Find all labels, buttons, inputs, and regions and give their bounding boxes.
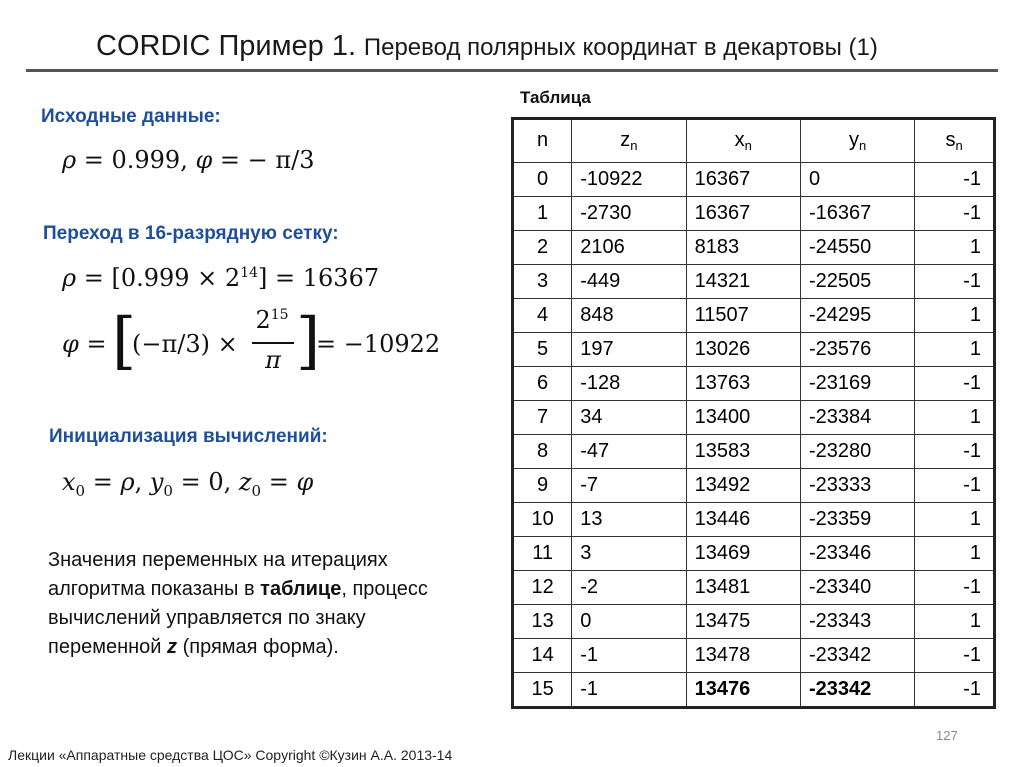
cell-s: 1 — [915, 537, 995, 571]
cell-y: -23359 — [800, 503, 914, 537]
cell-s: -1 — [915, 469, 995, 503]
cell-z: -1 — [572, 673, 686, 708]
cell-y: -16367 — [800, 197, 914, 231]
paragraph-text-3: (прямая форма). — [177, 636, 339, 658]
cell-n: 6 — [513, 367, 572, 401]
cell-s: -1 — [915, 367, 995, 401]
cell-y: -23342 — [800, 639, 914, 673]
cell-y: -23342 — [800, 673, 914, 708]
phi-value: − π/3 — [247, 146, 315, 174]
title-rest: Перевод полярных координат в декартовы (1) — [363, 34, 878, 61]
rho-result: = 16367 — [275, 264, 380, 292]
title-divider — [26, 69, 998, 72]
heading-grid-conversion: Переход в 16-разрядную сетку: — [43, 223, 339, 244]
paragraph-bold: таблице — [260, 578, 342, 600]
rho-mult: 0.999 × 2 — [120, 264, 241, 292]
cell-x: 13492 — [686, 469, 800, 503]
cell-n: 2 — [513, 231, 572, 265]
header-y: $y_n$ — [800, 119, 914, 163]
cell-x: 8183 — [686, 231, 800, 265]
paragraph-text-1: Значения переменных на итерациях алгоритма показаны в — [48, 549, 388, 600]
cell-z: 3 — [572, 537, 686, 571]
cell-s: -1 — [915, 265, 995, 299]
cell-n: 12 — [513, 571, 572, 605]
paragraph-text-2: , процесс вычислений управляется по знаку переменной — [48, 578, 428, 658]
cell-z: -7 — [572, 469, 686, 503]
cell-y: -23346 — [800, 537, 914, 571]
cell-z: 2106 — [572, 231, 686, 265]
paragraph-italic: z — [167, 636, 178, 658]
cell-y: -24550 — [800, 231, 914, 265]
cell-z: -449 — [572, 265, 686, 299]
cell-s: -1 — [915, 435, 995, 469]
cell-z: 34 — [572, 401, 686, 435]
cell-x: 16367 — [686, 197, 800, 231]
cell-z: -2 — [572, 571, 686, 605]
cell-x: 14321 — [686, 265, 800, 299]
heading-source-data: Исходные данные: — [41, 106, 221, 127]
table-row — [513, 197, 995, 231]
cell-s: 1 — [915, 401, 995, 435]
header-s: $s_n$ — [915, 119, 995, 163]
rho-exp: 14 — [240, 265, 259, 281]
cell-z: -1 — [572, 639, 686, 673]
cell-y: -22505 — [800, 265, 914, 299]
cell-z: -47 — [572, 435, 686, 469]
cell-z: 197 — [572, 333, 686, 367]
cell-y: -23343 — [800, 605, 914, 639]
table-row — [513, 367, 995, 401]
phi-den: π — [265, 346, 281, 374]
x0-sub: 0 — [75, 482, 86, 500]
cell-s: 1 — [915, 605, 995, 639]
cell-n: 1 — [513, 197, 572, 231]
cell-x: 13481 — [686, 571, 800, 605]
table-row — [513, 503, 995, 537]
table-row — [513, 231, 995, 265]
table-row — [513, 265, 995, 299]
cell-x: 11507 — [686, 299, 800, 333]
cell-s: 1 — [915, 231, 995, 265]
rho-symbol: ρ — [120, 468, 135, 496]
cell-y: -23384 — [800, 401, 914, 435]
cell-n: 11 — [513, 537, 572, 571]
y0-sub: 0 — [163, 482, 173, 500]
table-row — [513, 469, 995, 503]
table-row — [513, 639, 995, 673]
cell-x: 13400 — [686, 401, 800, 435]
table-header-row — [513, 119, 995, 163]
rho-value: 0.999 — [111, 146, 181, 174]
cell-x: 13476 — [686, 673, 800, 708]
cell-y: -23340 — [800, 571, 914, 605]
explanation-paragraph — [48, 546, 478, 662]
cell-n: 8 — [513, 435, 572, 469]
heading-initialization: Инициализация вычислений: — [49, 426, 328, 447]
cell-x: 13583 — [686, 435, 800, 469]
table-row — [513, 571, 995, 605]
page-number: 127 — [936, 728, 958, 743]
cell-s: -1 — [915, 571, 995, 605]
z0: z — [238, 468, 252, 496]
cell-n: 4 — [513, 299, 572, 333]
table-label: Таблица — [520, 88, 591, 107]
cell-n: 0 — [513, 163, 572, 197]
header-x: $x_n$ — [686, 119, 800, 163]
phi-result: = −10922 — [316, 330, 441, 358]
zero-value: 0 — [208, 468, 224, 496]
cell-z: -2730 — [572, 197, 686, 231]
title-main: CORDIC Пример 1. — [96, 30, 357, 62]
cell-s: -1 — [915, 639, 995, 673]
cell-n: 5 — [513, 333, 572, 367]
cell-z: 13 — [572, 503, 686, 537]
phi-num: 2 — [255, 306, 271, 334]
cell-n: 15 — [513, 673, 572, 708]
cell-x: 13469 — [686, 537, 800, 571]
cell-x: 13026 — [686, 333, 800, 367]
table-row — [513, 673, 995, 708]
cell-y: -24295 — [800, 299, 914, 333]
cell-n: 3 — [513, 265, 572, 299]
cell-z: 848 — [572, 299, 686, 333]
cell-n: 14 — [513, 639, 572, 673]
table-row — [513, 401, 995, 435]
cell-y: -23333 — [800, 469, 914, 503]
cell-z: -10922 — [572, 163, 686, 197]
table-row — [513, 299, 995, 333]
table-row — [513, 537, 995, 571]
z0-sub: 0 — [251, 482, 262, 500]
phi-fraction — [252, 306, 292, 334]
y0: y — [149, 468, 164, 496]
phi-symbol: φ — [296, 468, 314, 496]
cell-s: -1 — [915, 197, 995, 231]
slide-title — [96, 30, 976, 70]
cell-s: 1 — [915, 299, 995, 333]
cell-x: 13478 — [686, 639, 800, 673]
cell-s: -1 — [915, 163, 995, 197]
cell-s: 1 — [915, 503, 995, 537]
x0: x — [62, 468, 76, 496]
cell-z: 0 — [572, 605, 686, 639]
phi-num-exp: 15 — [270, 307, 289, 323]
cell-s: -1 — [915, 673, 995, 708]
cell-y: -23576 — [800, 333, 914, 367]
cell-y: 0 — [800, 163, 914, 197]
cell-z: -128 — [572, 367, 686, 401]
table-row — [513, 333, 995, 367]
table-row — [513, 163, 995, 197]
footer-copyright: Лекции «Аппаратные средства ЦОС» Copyright ©Кузин А.А. 2013-14 — [8, 747, 453, 763]
phi-inner: (−π/3) × — [132, 330, 238, 358]
cell-y: -23280 — [800, 435, 914, 469]
cell-s: 1 — [915, 333, 995, 367]
cell-n: 9 — [513, 469, 572, 503]
formula-rho-scaled: $\rho = [0.999 \times 2^{14}] = 16367$ — [62, 264, 380, 292]
formula-initial-values: ρ = 0.999, φ = − π/3 — [62, 146, 315, 174]
header-z: $z_n$ — [572, 119, 686, 163]
table-row — [513, 605, 995, 639]
cell-x: 16367 — [686, 163, 800, 197]
cell-y: -23169 — [800, 367, 914, 401]
cell-x: 13446 — [686, 503, 800, 537]
cell-n: 10 — [513, 503, 572, 537]
cell-n: 13 — [513, 605, 572, 639]
formula-initialization: $x_0 = \rho$, $y_0 = 0$, $z_0 = \varphi$ — [62, 468, 314, 500]
cell-x: 13763 — [686, 367, 800, 401]
table-row — [513, 435, 995, 469]
cell-x: 13475 — [686, 605, 800, 639]
cordic-table — [511, 117, 996, 709]
cell-n: 7 — [513, 401, 572, 435]
header-n: n — [513, 119, 572, 163]
